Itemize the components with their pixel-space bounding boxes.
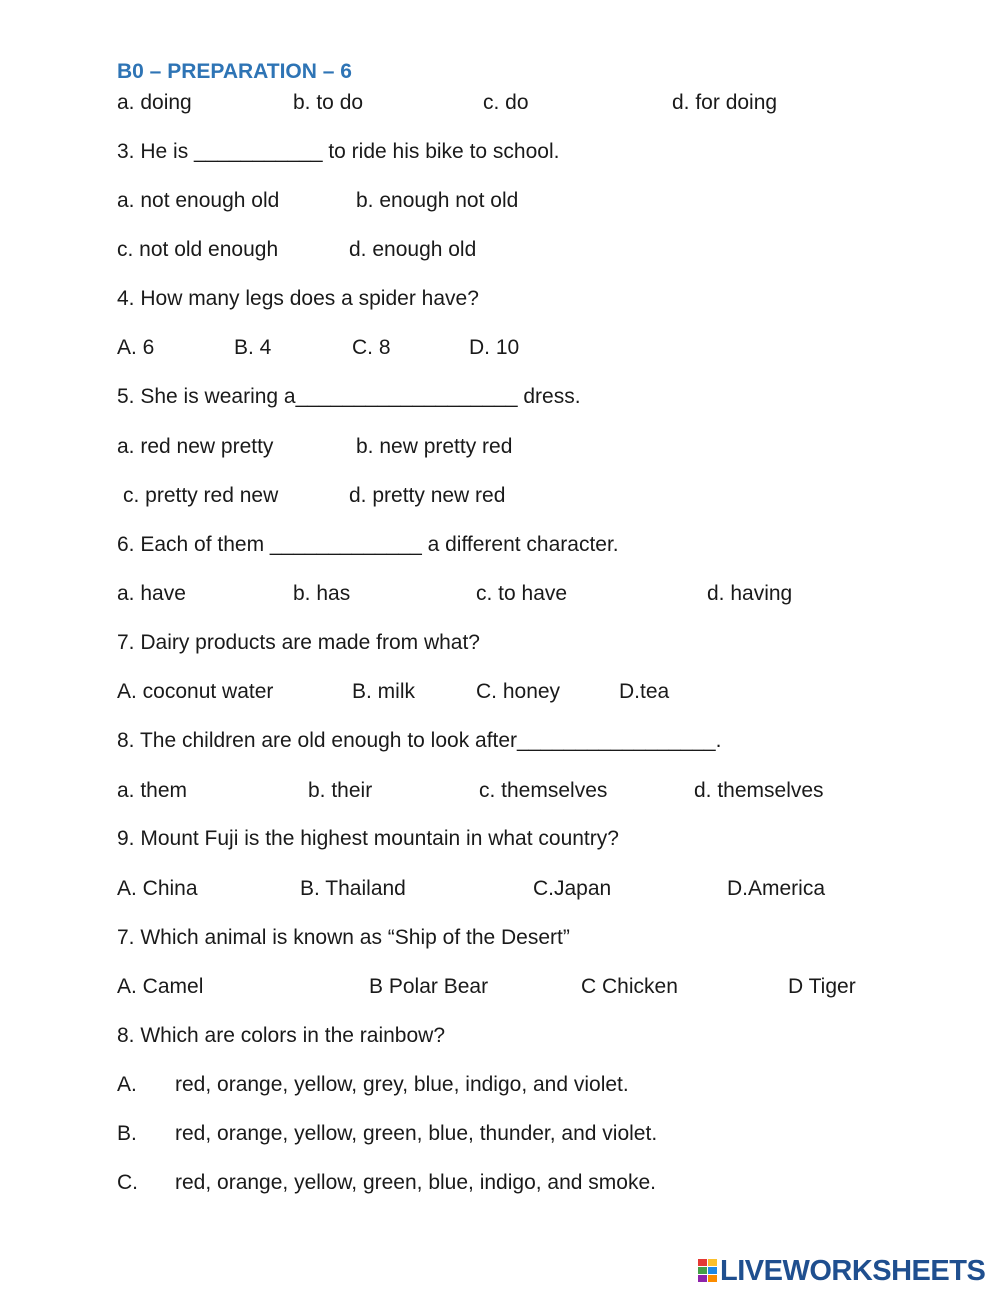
rainbow-option-c[interactable] [117,1169,817,1197]
option-d[interactable]: d. having [707,582,793,605]
option-b[interactable]: b. new pretty red [356,435,513,458]
question-3: 3. He is ___________ to ride his bike to school. [117,140,560,163]
question-5: 5. She is wearing a___________________ dress. [117,385,581,408]
question-9: 9. Mount Fuji is the highest mountain in what country? [117,827,619,850]
option-d[interactable]: D.America [727,877,826,900]
option-a[interactable]: A. 6 [117,336,155,359]
option-a[interactable]: A. China [117,877,198,900]
option-d[interactable]: D. 10 [469,336,520,359]
option-label: C. [117,1171,138,1194]
option-a[interactable]: a. red new pretty [117,435,274,458]
option-a[interactable]: a. have [117,582,186,605]
option-b[interactable]: b. has [293,582,351,605]
option-label: B. [117,1122,137,1145]
option-c[interactable]: C.Japan [533,877,612,900]
option-c[interactable]: c. do [483,91,529,114]
option-d[interactable]: d. themselves [694,779,824,802]
option-a[interactable]: A. Camel [117,975,204,998]
option-d[interactable]: D.tea [619,680,670,703]
option-b[interactable]: b. their [308,779,373,802]
question-8: 8. The children are old enough to look after_________________. [117,729,722,752]
option-b[interactable]: B. milk [352,680,415,703]
option-c[interactable]: C. 8 [352,336,391,359]
logo-square [708,1259,717,1266]
question-4: 4. How many legs does a spider have? [117,287,479,310]
option-a[interactable]: A. coconut water [117,680,274,703]
option-a[interactable]: a. doing [117,91,192,114]
option-label: A. [117,1073,137,1096]
question-7b: 7. Which animal is known as “Ship of the Desert” [117,926,570,949]
option-c[interactable]: C. honey [476,680,561,703]
option-c[interactable]: c. to have [476,582,568,605]
option-c[interactable]: c. pretty red new [123,484,279,507]
option-b[interactable]: B. 4 [234,336,272,359]
option-b[interactable]: B. Thailand [300,877,406,900]
logo-square [698,1259,707,1266]
option-d[interactable]: D Tiger [788,975,856,998]
option-b[interactable]: b. to do [293,91,364,114]
logo-text: LIVEWORKSHEETS [720,1254,986,1287]
logo-square [708,1275,717,1282]
option-d[interactable]: d. pretty new red [349,484,506,507]
option-d[interactable]: d. for doing [672,91,778,114]
worksheet-title: B0 – PREPARATION – 6 [117,60,352,83]
question-8b: 8. Which are colors in the rainbow? [117,1024,445,1047]
rainbow-option-a[interactable] [117,1071,817,1099]
option-c[interactable]: c. not old enough [117,238,279,261]
logo-square [698,1275,707,1282]
liveworksheets-logo [698,1255,985,1287]
logo-mark-icon [698,1259,718,1283]
logo-square [698,1267,707,1274]
option-a[interactable]: a. them [117,779,188,802]
logo-square [708,1267,717,1274]
option-b[interactable]: b. enough not old [356,189,519,212]
option-text: red, orange, yellow, green, blue, indigo, and smoke. [175,1171,656,1194]
question-6: 6. Each of them _____________ a different character. [117,533,619,556]
option-text: red, orange, yellow, grey, blue, indigo, and violet. [175,1073,629,1096]
option-b[interactable]: B Polar Bear [369,975,489,998]
option-c[interactable]: c. themselves [479,779,608,802]
rainbow-option-b[interactable] [117,1120,817,1148]
option-text: red, orange, yellow, green, blue, thunder, and violet. [175,1122,658,1145]
question-7: 7. Dairy products are made from what? [117,631,480,654]
option-d[interactable]: d. enough old [349,238,477,261]
option-c[interactable]: C Chicken [581,975,678,998]
option-a[interactable]: a. not enough old [117,189,280,212]
